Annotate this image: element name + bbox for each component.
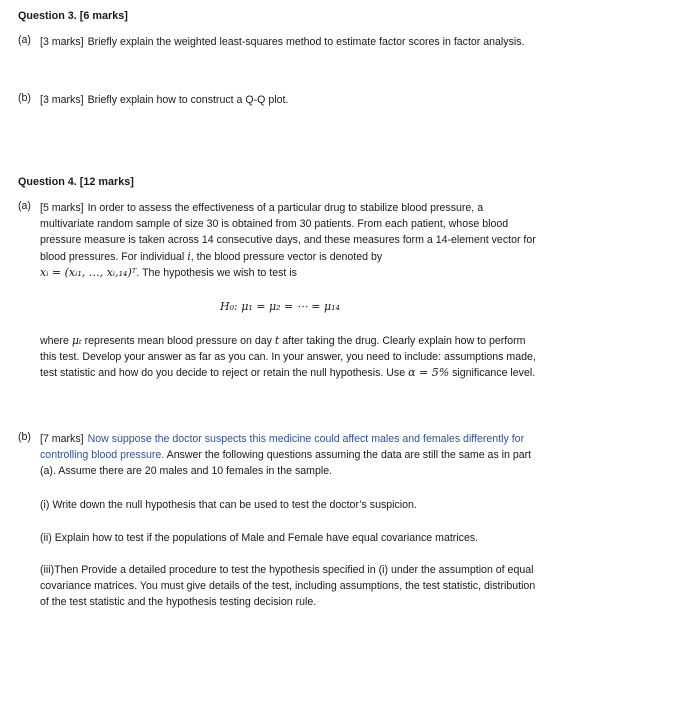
- question-3a-body: [40, 34, 538, 50]
- question-4b-body: [40, 431, 538, 480]
- var-t: t: [274, 334, 280, 347]
- question-4b-text: Answer the following questions assuming the data are still the same as in part (a). Assume there are 20 males and 10 females in the sample.: [40, 449, 532, 478]
- marks-label: [3 marks]: [40, 36, 84, 48]
- question-4a-p2-text-2: represents mean blood pressure on day: [84, 335, 272, 347]
- question-4a-p2-text-4: significance level.: [452, 367, 536, 380]
- part-label: (b): [18, 431, 31, 443]
- marks-label: [3 marks]: [40, 94, 84, 106]
- question-3b-text: Briefly explain how to construct a Q-Q plot.: [87, 94, 289, 106]
- null-hypothesis: H₀: μ₁ = μ₂ = ⋯ = μ₁₄: [220, 300, 340, 313]
- question-4a-body: [40, 200, 538, 281]
- question-3b: [18, 92, 538, 108]
- question-4b-ii: (ii) Explain how to test if the populations of Male and Female have equal covariance matrices.: [40, 532, 479, 544]
- question-4a-p2-text-1: where: [40, 335, 69, 347]
- question-3a-text: Briefly explain the weighted least-squares method to estimate factor scores in factor analysis.: [87, 36, 525, 48]
- question-4b: [18, 431, 538, 480]
- var-i: i: [187, 249, 191, 263]
- part-label: (a): [18, 200, 31, 212]
- question-4a-text-3: . The hypothesis we wish to test is: [136, 266, 297, 279]
- question-4b-iii: (iii)Then Provide a detailed procedure to test the hypothesis specified in (i) under the assumption of equal covariance matrices. You must give details of the test, including assumptions, the test statistic, distribution of the test statistic and the hypothesis testing decision rule.: [40, 564, 536, 609]
- question-4b-i: (i) Write down the null hypothesis that can be used to test the doctor’s suspicion.: [40, 499, 417, 511]
- mu-t: μₜ: [71, 334, 82, 347]
- question-4a-continued: [18, 333, 538, 382]
- question-4a-text-2: , the blood pressure vector is denoted by: [190, 250, 383, 263]
- question-4a-text-1: In order to assess the effectiveness of a particular drug to stabilize blood pressure, a multivariate random sample of size 30 is obtained from 30 patients. From each patient, whose blood pressure measure is taken across 14 consecutive days, and these measures form a 14-element vector for blood pressures. For individual: [40, 202, 536, 263]
- question-4a-p2-text-3: after taking the drug. Clearly explain how to perform this test. Develop your answer as far as you can. In your answer, you need to include: assumptions made, test statistic and how do you decide to reject or retain the null hypothesis. Use: [40, 335, 536, 380]
- vector-expression: xᵢ = (xᵢ₁, …, xᵢ,₁₄)ᵀ: [40, 265, 137, 279]
- question-4a: [18, 200, 538, 281]
- alpha-expression: α = 5%: [408, 366, 450, 380]
- part-label: (b): [18, 92, 31, 104]
- question-4a-body-2: [40, 333, 538, 382]
- marks-label: [7 marks]: [40, 433, 84, 445]
- question-3a: [18, 34, 538, 50]
- question-4-heading: Question 4. [12 marks]: [18, 176, 134, 188]
- part-label: (a): [18, 34, 31, 46]
- marks-label: [5 marks]: [40, 202, 84, 214]
- question-3-heading: Question 3. [6 marks]: [18, 10, 128, 22]
- question-3b-body: [40, 92, 538, 108]
- question-4b-blue-text: Now suppose the doctor suspects this medicine could affect males and females differently for controlling blood pressure.: [40, 433, 525, 462]
